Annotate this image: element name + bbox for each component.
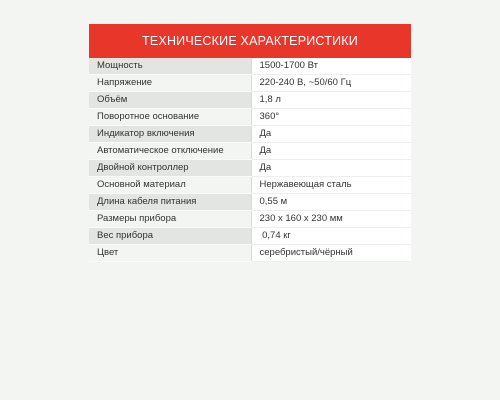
specifications-title: ТЕХНИЧЕСКИЕ ХАРАКТЕРИСТИКИ: [142, 34, 358, 48]
table-row: [89, 211, 411, 228]
spec-value-dual-controller: Да: [251, 160, 411, 177]
spec-value-power: 1500-1700 Вт: [251, 58, 411, 75]
spec-name-auto-shutoff: Автоматическое отключение: [89, 143, 251, 160]
spec-name-color: Цвет: [89, 245, 251, 262]
spec-name-power-indicator: Индикатор включения: [89, 126, 251, 143]
spec-value-auto-shutoff: Да: [251, 143, 411, 160]
spec-name-cable-length: Длина кабеля питания: [89, 194, 251, 211]
specifications-card: [89, 24, 411, 262]
table-row: [89, 194, 411, 211]
table-row: [89, 92, 411, 109]
spec-name-dual-controller: Двойной контроллер: [89, 160, 251, 177]
spec-name-weight: Вес прибора: [89, 228, 251, 245]
spec-value-voltage: 220-240 В, ~50/60 Гц: [251, 75, 411, 92]
table-row: [89, 143, 411, 160]
spec-value-weight: 0,74 кг: [251, 228, 411, 245]
spec-name-dimensions: Размеры прибора: [89, 211, 251, 228]
spec-value-volume: 1,8 л: [251, 92, 411, 109]
table-row: [89, 245, 411, 262]
spec-value-rotating-base: 360°: [251, 109, 411, 126]
spec-name-power: Мощность: [89, 58, 251, 75]
specifications-table: [89, 58, 411, 262]
spec-name-voltage: Напряжение: [89, 75, 251, 92]
table-row: [89, 109, 411, 126]
table-row: [89, 126, 411, 143]
spec-name-rotating-base: Поворотное основание: [89, 109, 251, 126]
spec-value-dimensions: 230 х 160 х 230 мм: [251, 211, 411, 228]
table-row: [89, 228, 411, 245]
table-row: [89, 160, 411, 177]
spec-value-material: Нержавеющая сталь: [251, 177, 411, 194]
specifications-header: [89, 24, 411, 58]
spec-name-volume: Объём: [89, 92, 251, 109]
table-row: [89, 75, 411, 92]
spec-name-material: Основной материал: [89, 177, 251, 194]
spec-value-power-indicator: Да: [251, 126, 411, 143]
table-row: [89, 58, 411, 75]
spec-value-cable-length: 0,55 м: [251, 194, 411, 211]
spec-value-color: серебристый/чёрный: [251, 245, 411, 262]
table-row: [89, 177, 411, 194]
